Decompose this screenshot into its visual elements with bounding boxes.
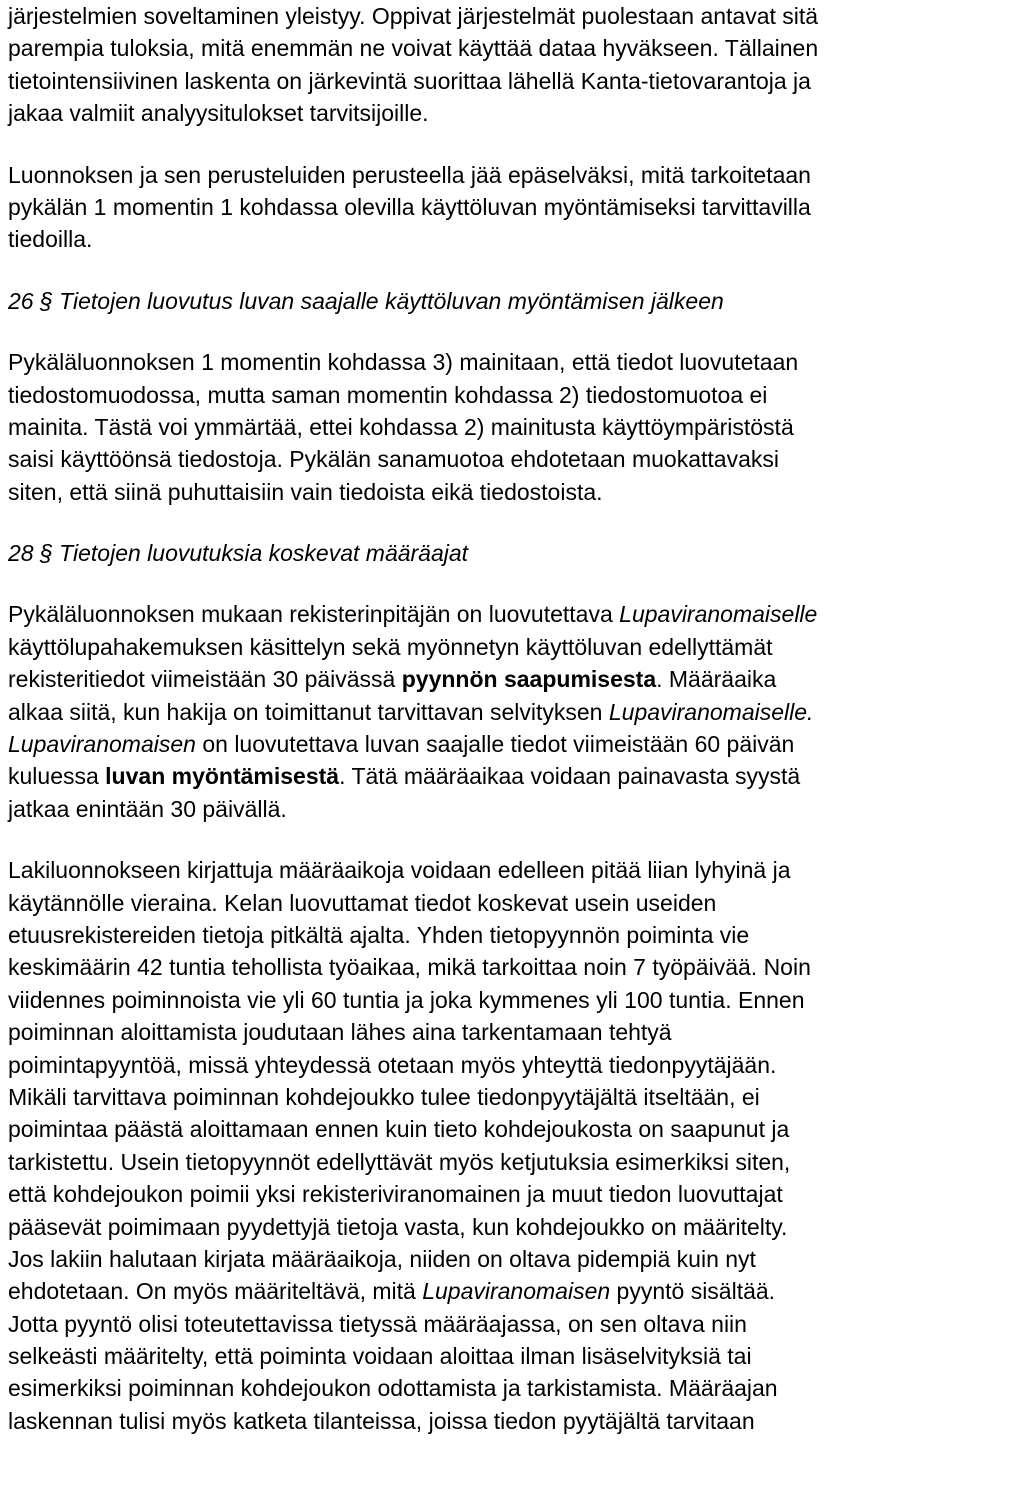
text-run: rekisteritiedot viimeistään 30 päivässä bbox=[8, 666, 402, 693]
paragraph-gap bbox=[8, 317, 1016, 346]
paragraph-gap bbox=[8, 256, 1016, 285]
text-line: Lakiluonnokseen kirjattuja määräaikoja voidaan edelleen pitää liian lyhyinä ja bbox=[8, 857, 791, 884]
text-line: poimintaa päästä aloittamaan ennen kuin tieto kohdejoukosta on saapunut ja bbox=[8, 1116, 790, 1143]
text-line: siten, että siinä puhuttaisiin vain tiedoista eikä tiedostoista. bbox=[8, 478, 603, 505]
text-line: että kohdejoukon poimii yksi rekisteriviranomainen ja muut tiedon luovuttajat bbox=[8, 1181, 783, 1208]
paragraph-kayttoluvan-tiedot bbox=[8, 159, 1016, 256]
text-line: Mikäli tarvittava poiminnan kohdejoukko tulee tiedonpyytäjältä itseltään, ei bbox=[8, 1083, 760, 1110]
text-line: käyttölupahakemuksen käsittelyn sekä myönnetyn käyttöluvan edellyttämät bbox=[8, 633, 773, 660]
text-line: käytännölle vieraina. Kelan luovuttamat tiedot koskevat usein useiden bbox=[8, 889, 717, 916]
text-run: . Määräaika bbox=[656, 666, 777, 693]
text-line: tarkistettu. Usein tietopyynnöt edellyttävät myös ketjutuksia esimerkiksi siten, bbox=[8, 1148, 791, 1175]
text-run: ehdotetaan. On myös määriteltävä, mitä bbox=[8, 1278, 423, 1305]
section-heading-28: 28 § Tietojen luovutuksia koskevat määräajat bbox=[8, 540, 469, 567]
paragraph-lakiluonnos-maaraajat bbox=[8, 854, 1016, 1437]
text-line: laskennan tulisi myös katketa tilanteissa, joissa tiedon pyytäjältä tarvitaan bbox=[8, 1407, 755, 1434]
text-line bbox=[8, 696, 1016, 728]
text-line: jatkaa enintään 30 päivällä. bbox=[8, 795, 287, 822]
text-line bbox=[8, 1275, 1016, 1307]
text-line bbox=[8, 663, 1016, 695]
text-run-italic: Lupaviranomaiselle. bbox=[608, 698, 814, 725]
text-run: pyyntö sisältää. bbox=[610, 1278, 776, 1305]
text-line: parempia tuloksia, mitä enemmän ne voivat käyttää dataa hyväkseen. Tällainen bbox=[8, 35, 819, 62]
text-run-italic: Lupaviranomaiselle bbox=[619, 601, 818, 628]
paragraph-oppivat-jarjestelmat bbox=[8, 0, 1016, 130]
text-line: esimerkiksi poiminnan kohdejoukon odottamista ja tarkistamista. Määräajan bbox=[8, 1375, 778, 1402]
text-line: etuusrekistereiden tietoja pitkältä ajalta. Yhden tietopyynnön poiminta vie bbox=[8, 921, 750, 948]
text-run-italic: Lupaviranomaisen bbox=[8, 731, 196, 758]
text-run-bold: pyynnön saapumisesta bbox=[401, 666, 657, 693]
text-line bbox=[8, 728, 1016, 760]
text-line: tietointensiivinen laskenta on järkevintä suorittaa lähellä Kanta-tietovarantoja ja bbox=[8, 67, 811, 94]
text-line: poiminnan aloittamista joudutaan lähes aina tarkentamaan tehtyä bbox=[8, 1019, 672, 1046]
document-page bbox=[8, 0, 1016, 1437]
text-line: selkeästi määritelty, että poiminta voidaan aloittaa ilman lisäselvityksiä tai bbox=[8, 1343, 752, 1370]
text-run: . Tätä määräaikaa voidaan painavasta syystä bbox=[339, 763, 801, 790]
text-line bbox=[8, 760, 1016, 792]
text-line: saisi käyttöönsä tiedostoja. Pykälän sanamuotoa ehdotetaan muokattavaksi bbox=[8, 446, 779, 473]
text-line: Jotta pyyntö olisi toteutettavissa tietyssä määräajassa, on sen oltava niin bbox=[8, 1310, 747, 1337]
paragraph-gap bbox=[8, 130, 1016, 159]
text-line: mainita. Tästä voi ymmärtää, ettei kohdassa 2) mainitusta käyttöympäristöstä bbox=[8, 413, 794, 440]
text-line: järjestelmien soveltaminen yleistyy. Oppivat järjestelmät puolestaan antavat sitä bbox=[8, 3, 819, 29]
text-line: tiedostomuodossa, mutta saman momentin kohdassa 2) tiedostomuotoa ei bbox=[8, 381, 768, 408]
paragraph-gap bbox=[8, 569, 1016, 598]
section-heading-26: 26 § Tietojen luovutus luvan saajalle käyttöluvan myöntämisen jälkeen bbox=[8, 287, 724, 314]
text-line: Pykäläluonnoksen 1 momentin kohdassa 3) mainitaan, että tiedot luovutetaan bbox=[8, 349, 799, 376]
text-line: viidennes poiminnoista vie yli 60 tuntia ja joka kymmenes yli 100 tuntia. Ennen bbox=[8, 986, 805, 1013]
text-line: Jos lakiin halutaan kirjata määräaikoja, niiden on oltava pidempiä kuin nyt bbox=[8, 1245, 756, 1272]
text-line: keskimäärin 42 tuntia tehollista työaikaa, mikä tarkoittaa noin 7 työpäivää. Noin bbox=[8, 954, 811, 981]
text-run-italic: Lupaviranomaisen bbox=[422, 1278, 611, 1305]
text-run: kuluessa bbox=[8, 763, 106, 790]
text-line: poimintapyyntöä, missä yhteydessä otetaan myös yhteyttä tiedonpyytäjään. bbox=[8, 1051, 777, 1078]
text-line: jakaa valmiit analyysitulokset tarvitsijoille. bbox=[8, 100, 429, 127]
text-line: pykälän 1 momentin 1 kohdassa olevilla käyttöluvan myöntämiseksi tarvittavilla bbox=[8, 193, 811, 220]
text-run: Pykäläluonnoksen mukaan rekisterinpitäjän on luovutettava bbox=[8, 601, 620, 628]
paragraph-tiedostomuoto bbox=[8, 346, 1016, 508]
paragraph-gap bbox=[8, 825, 1016, 854]
text-run: on luovutettava luvan saajalle tiedot viimeistään 60 päivän bbox=[195, 731, 795, 758]
text-line: Luonnoksen ja sen perusteluiden perusteella jää epäselväksi, mitä tarkoitetaan bbox=[8, 161, 811, 188]
text-line bbox=[8, 598, 1016, 630]
text-run-bold: luvan myöntämisestä bbox=[105, 763, 340, 790]
text-run: alkaa siitä, kun hakija on toimittanut tarvittavan selvityksen bbox=[8, 698, 609, 725]
paragraph-gap bbox=[8, 508, 1016, 537]
text-line: pääsevät poimimaan pyydettyjä tietoja vasta, kun kohdejoukko on määritelty. bbox=[8, 1213, 788, 1240]
paragraph-maaraajat bbox=[8, 598, 1016, 825]
text-line: tiedoilla. bbox=[8, 226, 93, 253]
